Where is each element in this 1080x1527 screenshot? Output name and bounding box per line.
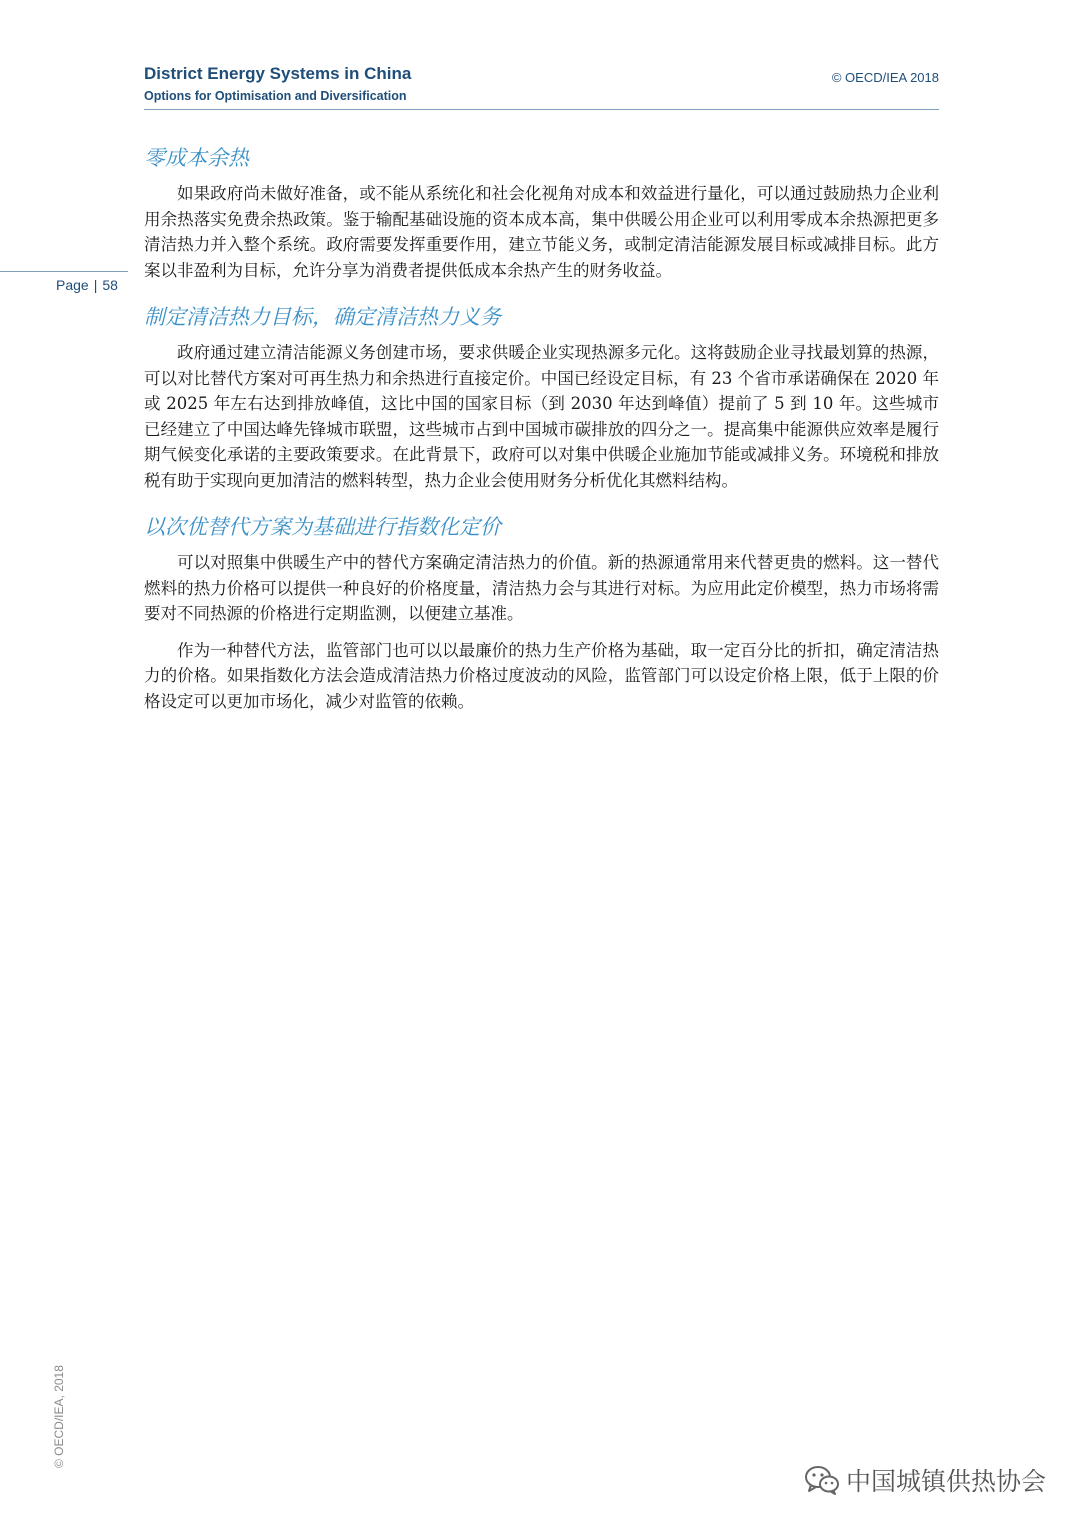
document-subtitle: Options for Optimisation and Diversification — [144, 89, 407, 103]
section-heading: 以次优替代方案为基础进行指数化定价 — [144, 515, 501, 539]
paragraph: 作为一种替代方法，监管部门也可以以最廉价的热力生产价格为基础，取一定百分比的折扣，确定清洁热力的价格。如果指数化方法会造成清洁热力价格过度波动的风险，监管部门可以设定价格上限，低于上限的价格设定可以更加市场化，减少对监管的依赖。 — [144, 640, 939, 711]
page-marker-line — [0, 271, 128, 272]
header-divider — [144, 109, 939, 110]
section-clean-heat-targets — [144, 301, 939, 493]
main-content — [144, 142, 939, 732]
watermark-text: 中国城镇供热协会 — [845, 1467, 1046, 1496]
section-zero-cost-waste-heat — [144, 142, 939, 283]
page-separator: | — [93, 277, 98, 293]
wechat-watermark — [804, 1462, 1046, 1498]
wechat-icon — [804, 1465, 840, 1495]
section-heading: 制定清洁热力目标，确定清洁热力义务 — [144, 305, 501, 329]
page-number-value: 58 — [102, 277, 118, 293]
page-number — [56, 277, 118, 293]
paragraph: 可以对照集中供暖生产中的替代方案确定清洁热力的价值。新的热源通常用来代替更贵的燃料。这一替代燃料的热力价格可以提供一种良好的价格度量，清洁热力会与其进行对标。为应用此定价模型，热力市场将需要对不同热源的价格进行定期监测，以便建立基准。 — [144, 553, 939, 623]
header-copyright: © OECD/IEA 2018 — [831, 70, 939, 85]
paragraph: 如果政府尚未做好准备，或不能从系统化和社会化视角对成本和效益进行量化，可以通过鼓励热力企业利用余热落实免费余热政策。鉴于输配基础设施的资本成本高，集中供暖公用企业可以利用零成本余热源把更多清洁热力并入整个系统。政府需要发挥重要作用，建立节能义务，或制定清洁能源发展目标或减排目标。此方案以非盈利为目标，允许分享为消费者提供低成本余热产生的财务收益。 — [144, 184, 939, 280]
document-title: District Energy Systems in China — [144, 64, 412, 83]
section-indexed-pricing — [144, 511, 939, 714]
page-label: Page — [56, 277, 89, 293]
section-heading: 零成本余热 — [144, 146, 249, 170]
paragraph: 政府通过建立清洁能源义务创建市场，要求供暖企业实现热源多元化。这将鼓励企业寻找最划算的热源，可以对比替代方案对可再生热力和余热进行直接定价。中国已经设定目标，有 23 个省市承诺确保在 2020 年或 2025 年左右达到排放峰值，这比中国的国家目标（到 2030 年达到峰值）提前了 5 到 10 年。这些城市已经建立了中国达峰先锋城市联盟，这些城市占到中国城市碳排放的四分之一。提高集中能源供应效率是履行期气候变化承诺的主要政策要求。在此背景下，政府可以对集中供暖企业施加节能或减排义务。环境税和排放税有助于实现向更加清洁的燃料转型，热力企业会使用财务分析优化其燃料结构。 — [144, 343, 939, 490]
vertical-copyright: © OECD/IEA, 2018 — [52, 1365, 66, 1468]
